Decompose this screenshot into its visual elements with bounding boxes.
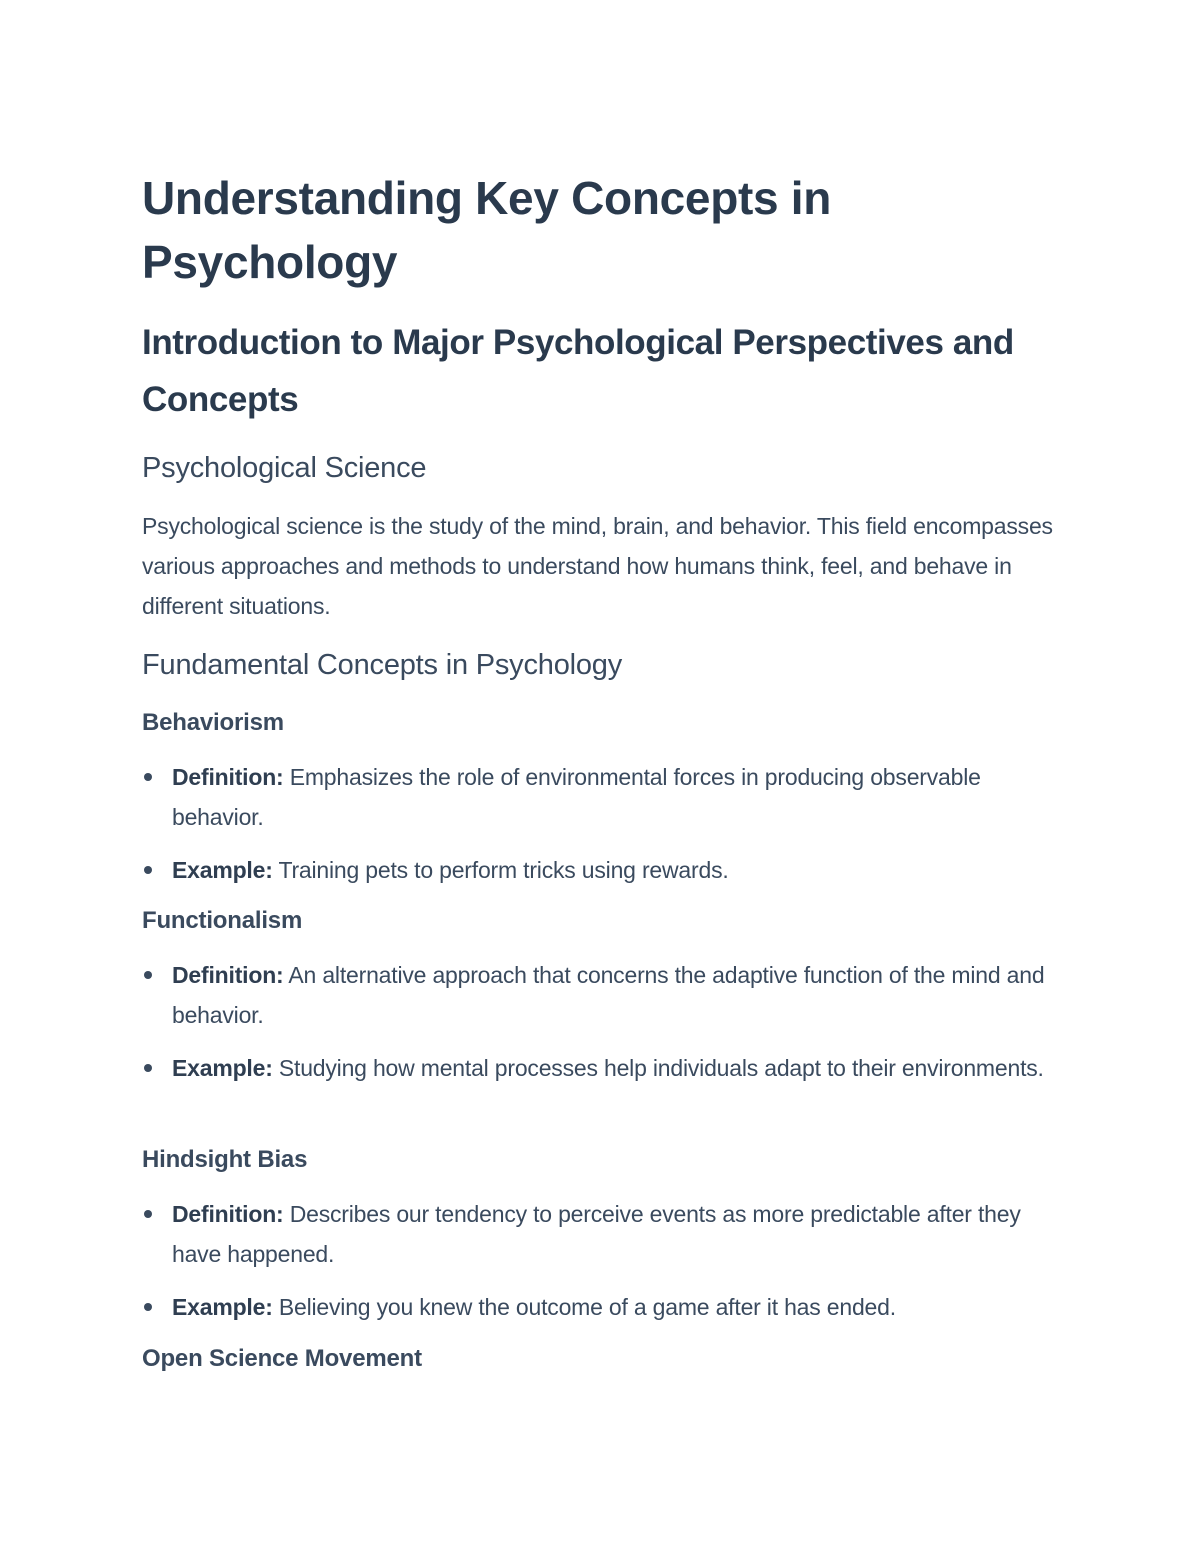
bullet-dot-icon [144,866,152,874]
concept-heading-open-science-movement: Open Science Movement [142,1345,422,1372]
concept-heading-hindsight-bias: Hindsight Bias [142,1146,308,1173]
hindsight-bias-bullet-list [142,1194,1072,1340]
document-title: Understanding Key Concepts in Psychology [142,172,832,288]
bullet-dot-icon [144,773,152,781]
bullet-text: Describes our tendency to perceive events as more predictable after they have happened. [172,1201,1021,1267]
bullet-label: Example: [172,1294,273,1320]
psychological-science-heading: Psychological Science [142,452,427,484]
behaviorism-bullet-list [142,757,1072,903]
list-item [142,955,1072,1035]
bullet-dot-icon [144,971,152,979]
bullet-label: Example: [172,1055,273,1081]
bullet-label: Example: [172,857,273,883]
concept-heading-functionalism: Functionalism [142,907,303,934]
bullet-dot-icon [144,1210,152,1218]
psychological-science-paragraph: Psychological science is the study of the mind, brain, and behavior. This field encompasses various approaches and methods to understand how humans think, feel, and behave in different situations. [142,513,1053,619]
bullet-text: An alternative approach that concerns the adaptive function of the mind and behavior. [172,962,1045,1028]
bullet-label: Definition: [172,1201,284,1227]
list-item [142,1048,1072,1088]
bullet-label: Definition: [172,764,284,790]
list-item [142,1194,1072,1274]
bullet-text: Emphasizes the role of environmental forces in producing observable behavior. [172,764,981,830]
list-item [142,757,1072,837]
list-item [142,850,1072,890]
concept-heading-behaviorism: Behaviorism [142,709,284,736]
section-title: Introduction to Major Psychological Perspectives and Concepts [142,323,1014,419]
bullet-text: Training pets to perform tricks using rewards. [272,857,729,883]
bullet-text: Studying how mental processes help individuals adapt to their environments. [272,1055,1044,1081]
bullet-dot-icon [144,1064,152,1072]
fundamental-concepts-heading: Fundamental Concepts in Psychology [142,649,623,681]
bullet-text: Believing you knew the outcome of a game after it has ended. [272,1294,896,1320]
bullet-dot-icon [144,1303,152,1311]
list-item [142,1287,1072,1327]
bullet-label: Definition: [172,962,284,988]
functionalism-bullet-list [142,955,1072,1101]
